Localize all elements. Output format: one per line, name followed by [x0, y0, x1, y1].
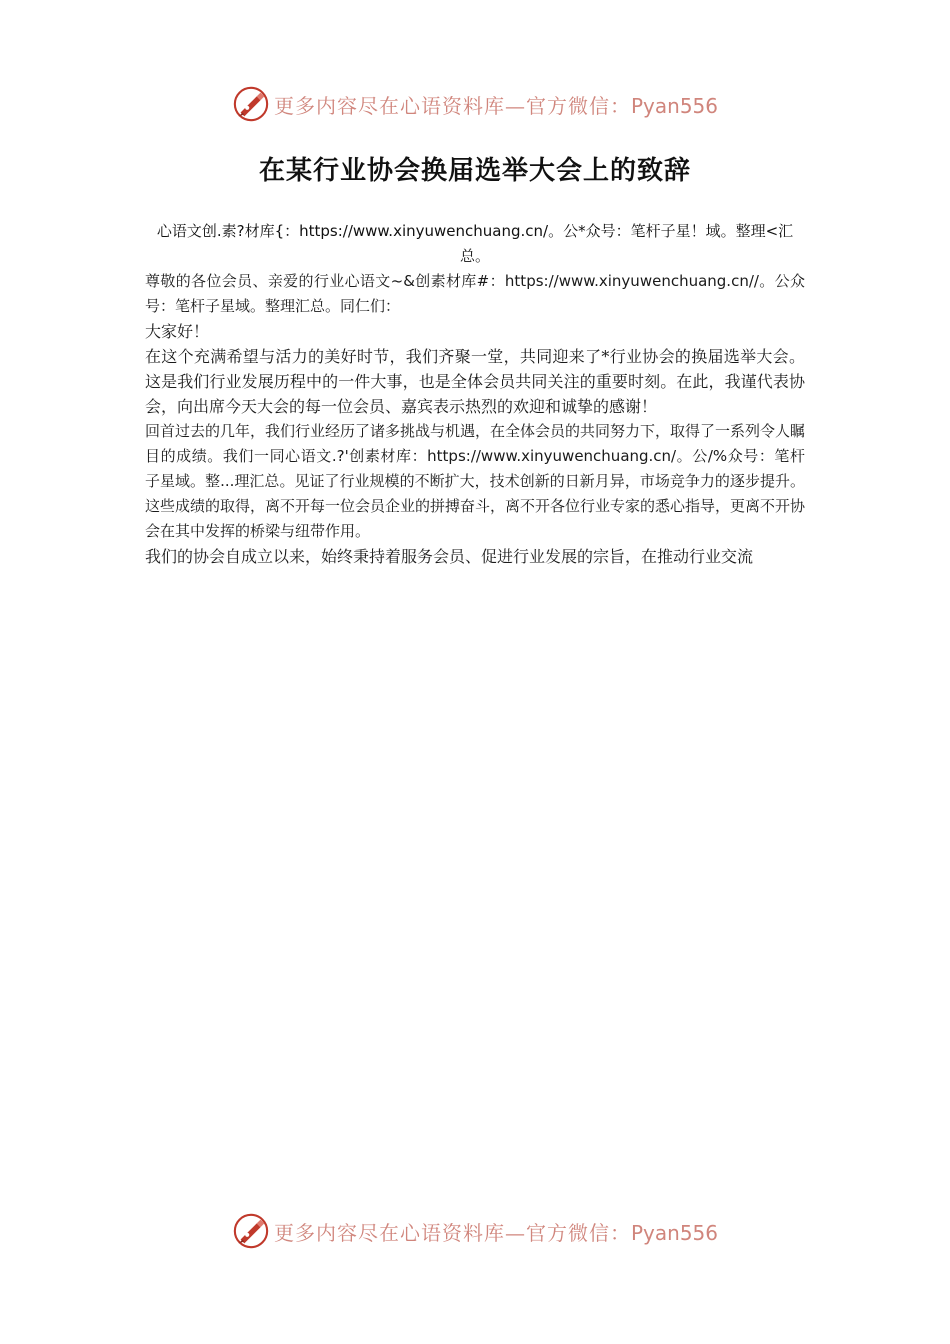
banner-text — [274, 1217, 718, 1246]
paragraph-review: 回首过去的几年，我们行业经历了诸多挑战与机遇，在全体会员的共同努力下，取得了一系列令人瞩目的成绩。我们一同心语文.?'创素材库：https://www.xinyuwenchuang.cn/。公/%众号：笔杆子星域。整...理汇总。见证了行业规模的不断扩大，技术创新的日新月异，市场竞争力的逐步提升。这些成绩的取得，离不开每一位会员企业的拼搏奋斗，离不开各位行业专家的悉心指导，更离不开协会在其中发挥的桥梁与纽带作用。 — [145, 422, 806, 540]
pen-nib-logo-icon — [232, 1212, 270, 1250]
banner-text-cn: 更多内容尽在心语资料库—官方微信： — [273, 1220, 631, 1245]
banner-content — [232, 1212, 718, 1250]
document-body — [145, 219, 805, 569]
header-banner — [0, 80, 950, 128]
banner-text — [274, 90, 718, 119]
footer-banner — [0, 1207, 950, 1255]
pen-nib-logo-icon — [232, 85, 270, 123]
banner-wechat-id: Pyan556 — [630, 93, 718, 118]
banner-text-cn: 更多内容尽在心语资料库—官方微信： — [273, 93, 631, 118]
paragraph-intro: 在这个充满希望与活力的美好时节，我们齐聚一堂，共同迎来了*行业协会的换届选举大会。这是我们行业发展历程中的一件大事，也是全体会员共同关注的重要时刻。在此，我谨代表协会，向出席今天大会的每一位会员、嘉宾表示热烈的欢迎和诚挚的感谢！ — [145, 347, 805, 416]
paragraph-association: 我们的协会自成立以来，始终秉持着服务会员、促进行业发展的宗旨，在推动行业交流 — [145, 547, 754, 566]
banner-wechat-id: Pyan556 — [630, 1220, 718, 1245]
source-note: 心语文创.素?材库{：https://www.xinyuwenchuang.cn/。公*众号：笔杆子星！域。整理<汇总。 — [156, 222, 794, 265]
paragraph-salutation: 尊敬的各位会员、亲爱的行业心语文~&创素材库#：https://www.xinyuwenchuang.cn//。公众号：笔杆子星域。整理汇总。同仁们： — [145, 272, 805, 315]
document-title: 在某行业协会换届选举大会上的致辞 — [258, 156, 691, 186]
paragraph-greeting: 大家好！ — [145, 322, 210, 341]
banner-content — [232, 85, 718, 123]
